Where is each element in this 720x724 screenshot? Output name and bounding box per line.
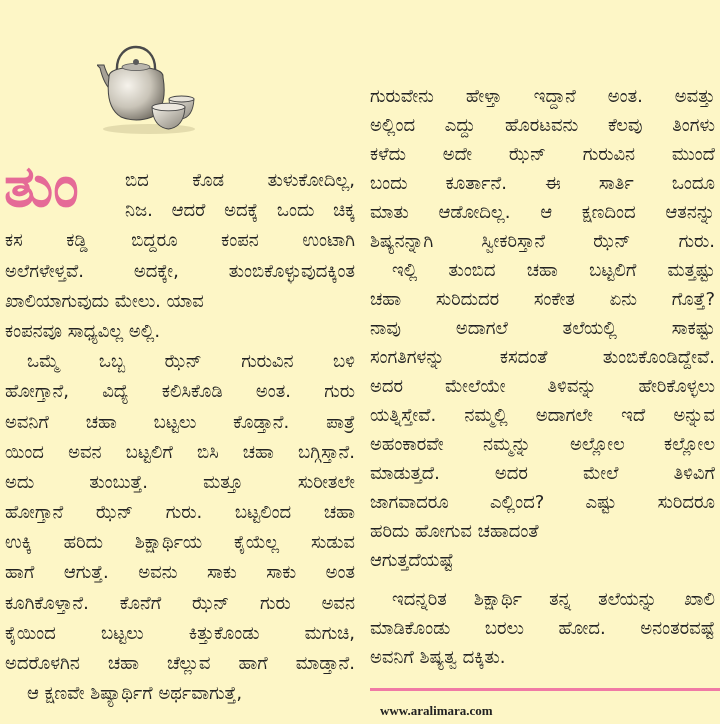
drop-cap: ತುಂ bbox=[4, 152, 79, 220]
text-line: ಕಂಪನವೂ ಸಾಧ್ಯವಿಲ್ಲ ಅಲ್ಲಿ. bbox=[5, 320, 161, 342]
text-line: ಅಲೆಗಳೇಳ್ತವೆ. ಅದಕ್ಕೇ, ತುಂಬಿಕೊಳ್ಳುವುದಕ್ಕಿಂತ bbox=[5, 260, 355, 282]
text-line: ಅವನಿಗೆ ಚಹಾ ಬಟ್ಟಲು ಕೊಡ್ತಾನೆ. ಪಾತ್ರೆ bbox=[5, 411, 355, 433]
text-line: ಕೂಗಿಕೊಳ್ತಾನೆ. ಕೊನೆಗೆ ಝೆನ್ ಗುರು ಅವನ bbox=[5, 592, 355, 614]
text-line: ಕಳೆದು ಅದೇ ಝೆನ್ ಗುರುವಿನ ಮುಂದೆ bbox=[370, 144, 715, 165]
teapot-lid-knob bbox=[133, 59, 139, 65]
text-line: ಒಮ್ಮೆ ಒಬ್ಬ ಝೆನ್ ಗುರುವಿನ ಬಳಿ bbox=[27, 351, 355, 373]
text-line: ಯತ್ನಿಸ್ತೇವೆ. ನಮ್ಮಲ್ಲಿ ಅದಾಗಲೇ ಇದೆ ಅನ್ನುವ bbox=[370, 405, 715, 426]
text-line: ಅಲ್ಲಿಂದ ಎದ್ದು ಹೊರಟವನು ಕೆಲವು ತಿಂಗಳು bbox=[370, 115, 715, 136]
article-column-left bbox=[5, 166, 355, 709]
text-line: ಇದನ್ನರಿತ ಶಿಕ್ಷಾರ್ಥಿ ತನ್ನ ತಲೆಯನ್ನು ಖಾಲಿ bbox=[392, 589, 715, 610]
text-line: ಜಾಗವಾದರೂ ಎಲ್ಲಿಂದ? ಎಷ್ಟು ಸುರಿದರೂ bbox=[370, 492, 715, 513]
text-line: ಉಕ್ಕಿ ಹರಿದು ಶಿಕ್ಷಾರ್ಥಿಯ ಕೈಯೆಲ್ಲ ಸುಡುವ bbox=[5, 532, 355, 554]
text-line: ಕೈಯಿಂದ ಬಟ್ಟಲು ಕಿತ್ತುಕೊಂಡು ಮಗುಚಿ, bbox=[5, 622, 355, 644]
cup-back-rim bbox=[169, 96, 194, 102]
text-line: ಶಿಷ್ಯನನ್ನಾಗಿ ಸ್ವೀಕರಿಸ್ತಾನೆ ಝೆನ್ ಗುರು. bbox=[370, 231, 715, 252]
text-line: ಹರಿದು ಹೋಗುವ ಚಹಾದಂತೆ bbox=[370, 521, 539, 542]
text-line: ಬಿದ ಕೊಡ ತುಳುಕೋದಿಲ್ಲ, bbox=[125, 170, 355, 191]
text-line: ಮಾತು ಆಡೋದಿಲ್ಲ. ಆ ಕ್ಷಣದಿಂದ ಆತನನ್ನು bbox=[370, 202, 715, 223]
text-line: ಚಹಾ ಸುರಿದುದರ ಸಂಕೇತ ಏನು ಗೊತ್ತೆ? bbox=[370, 289, 715, 310]
article-column-right bbox=[370, 82, 715, 672]
text-line: ಇಲ್ಲಿ ತುಂಬಿದ ಚಹಾ ಬಟ್ಟಲಿಗೆ ಮತ್ತಷ್ಟು bbox=[392, 260, 715, 281]
text-line: ಮಾಡಿಕೊಂಡು ಬರಲು ಹೋದ. ಅನಂತರವಷ್ಟೆ bbox=[370, 618, 715, 639]
text-line: ಸಂಗತಿಗಳನ್ನು ಕಸದಂತೆ ತುಂಬಿಕೊಂಡಿದ್ದೇವೆ. bbox=[370, 347, 715, 368]
text-line: ನಾವು ಅದಾಗಲೆ ತಲೆಯಲ್ಲಿ ಸಾಕಷ್ಟು bbox=[370, 318, 715, 339]
text-line: ಹಾಗೆ ಆಗುತ್ತೆ. ಅವನು ಸಾಕು ಸಾಕು ಅಂತ bbox=[5, 562, 355, 584]
text-line: ಆಗುತ್ತದೆಯಷ್ಟೆ bbox=[370, 550, 454, 571]
text-line: ನಿಜ. ಆದರೆ ಅದಕ್ಕೆ ಒಂದು ಚಿಕ್ಕ bbox=[125, 200, 355, 222]
cup-front-rim bbox=[152, 103, 185, 111]
text-line: ಖಾಲಿಯಾಗುವುದು ಮೇಲು. ಯಾವ bbox=[5, 290, 204, 312]
text-line: ಯಿಂದ ಅವನ ಬಟ್ಟಲಿಗೆ ಬಿಸಿ ಚಹಾ ಬಗ್ಗಿಸ್ತಾನೆ. bbox=[5, 441, 355, 463]
illustration-shadow bbox=[103, 124, 195, 134]
text-line: ಅದರೊಳಗಿನ ಚಹಾ ಚೆಲ್ಲುವ ಹಾಗೆ ಮಾಡ್ತಾನೆ. bbox=[5, 653, 355, 674]
text-line: ಕಸ ಕಡ್ಡಿ ಬಿದ್ದರೂ ಕಂಪನ ಉಂಟಾಗಿ bbox=[5, 230, 355, 252]
text-line: ಮಾಡುತ್ತದೆ. ಅದರ ಮೇಲೆ ತಿಳಿವಿಗೆ bbox=[370, 463, 715, 484]
text-line: ಆ ಕ್ಷಣವೇ ಶಿಷ್ಯಾರ್ಥಿಗೆ ಅರ್ಥವಾಗುತ್ತೆ, bbox=[27, 683, 243, 705]
text-line: ಅದು ತುಂಬುತ್ತೆ. ಮತ್ತೂ ಸುರೀತಲೇ bbox=[5, 471, 355, 493]
text-line: ಹೋಗ್ತಾನೆ ಝೆನ್ ಗುರು. ಬಟ್ಟಲಿಂದ ಚಹಾ bbox=[5, 502, 355, 524]
text-line: ಅವನಿಗೆ ಶಿಷ್ಯತ್ವ ದಕ್ಕಿತು. bbox=[370, 647, 506, 668]
text-line: ಗುರುವೇನು ಹೇಳ್ತಾ ಇದ್ದಾನೆ ಅಂತ. ಅವತ್ತು bbox=[370, 86, 715, 107]
footer-divider bbox=[370, 688, 720, 691]
text-line: ಬಂದು ಕೂರ್ತಾನೆ. ಈ ಸಾರ್ತಿ ಒಂದೂ bbox=[370, 173, 715, 194]
text-line: ಹೋಗ್ತಾನೆ, ವಿದ್ಯೆ ಕಲಿಸಿಕೊಡಿ ಅಂತ. ಗುರು bbox=[5, 381, 355, 403]
text-line: ಅದರ ಮೇಲೆಯೇ ತಿಳಿವನ್ನು ಹೇರಿಕೊಳ್ಳಲು bbox=[370, 376, 715, 397]
website-url: www.aralimara.com bbox=[380, 703, 493, 718]
teapot-with-cups-icon bbox=[97, 37, 197, 137]
text-line: ಅಹಂಕಾರವೇ ನಮ್ಮನ್ನು ಅಲ್ಲೋಲ ಕಲ್ಲೋಲ bbox=[370, 434, 715, 455]
